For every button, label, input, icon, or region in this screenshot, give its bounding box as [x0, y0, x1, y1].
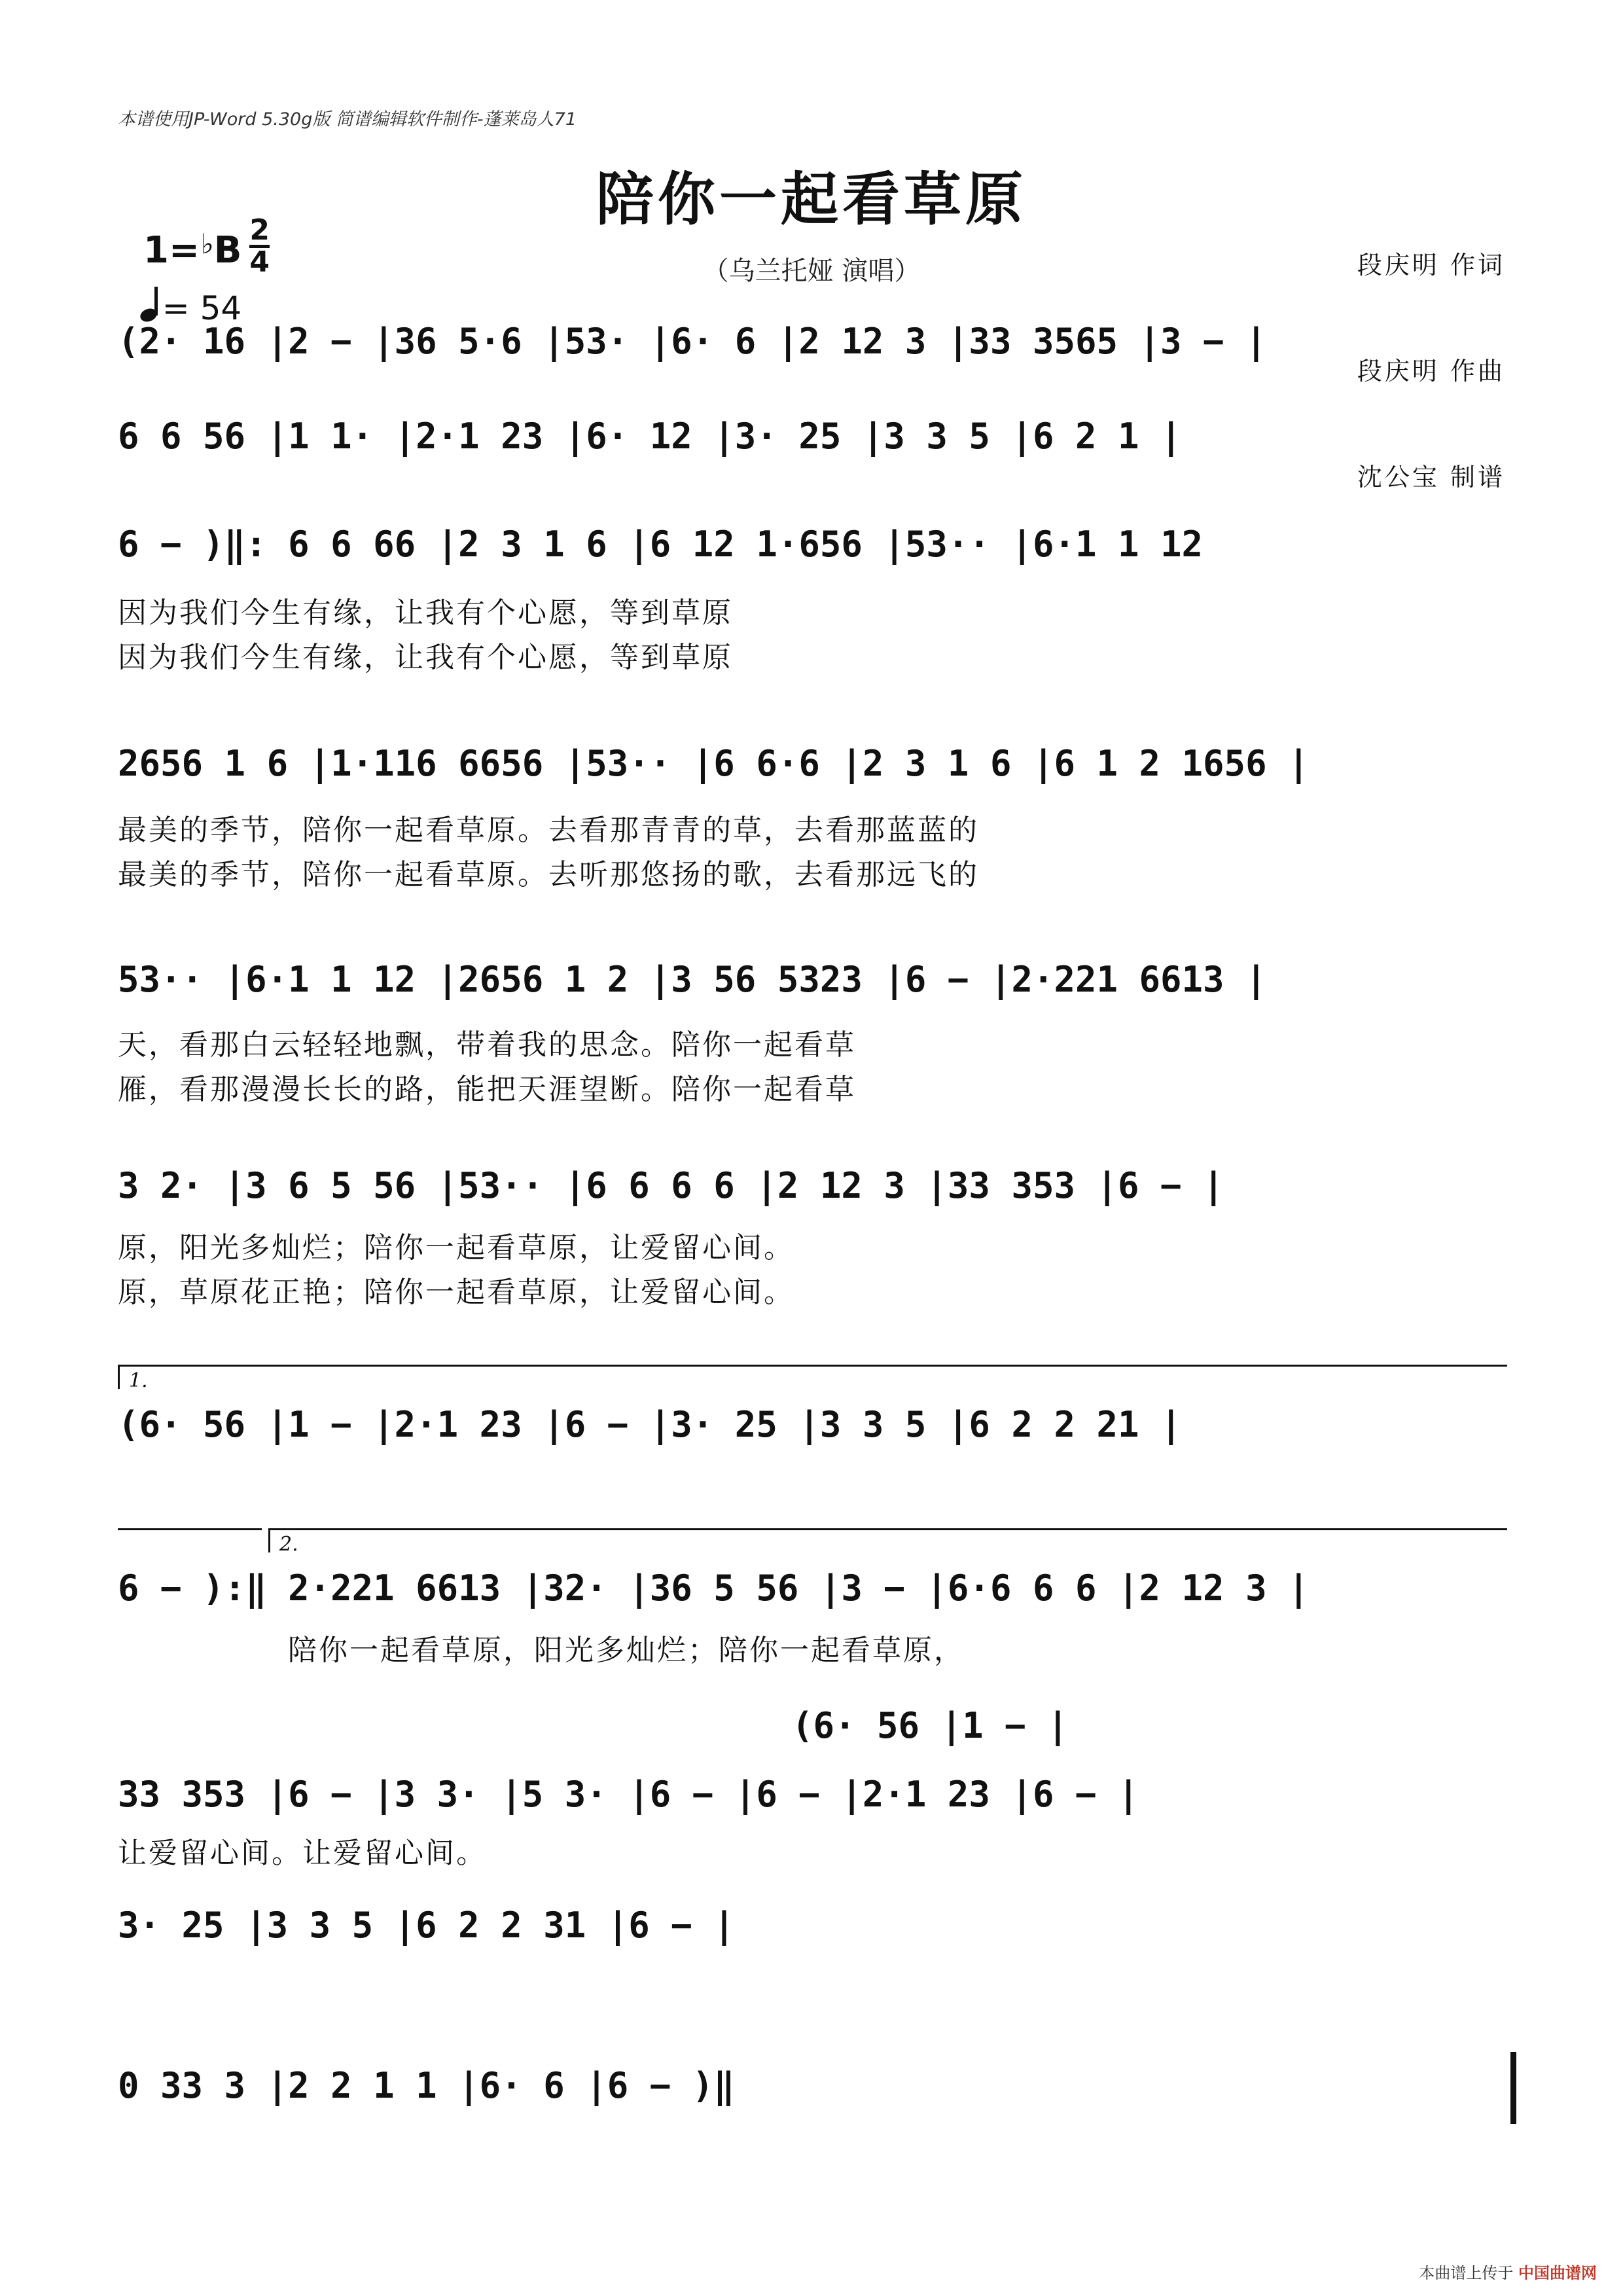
time-bottom: 4 — [249, 245, 270, 279]
upload-text: 本曲谱上传于 — [1419, 2264, 1514, 2282]
composer: 段庆明 作曲 — [1357, 357, 1505, 386]
arranger: 沈公宝 制谱 — [1357, 463, 1505, 492]
key-prefix: 1= — [143, 229, 200, 272]
volta-bracket-1 — [118, 1365, 1507, 1392]
quarter-note-icon — [139, 287, 162, 323]
volta-bracket-2 — [268, 1528, 1507, 1556]
ossia-staff: (6· 56 |1 − | — [792, 1705, 1069, 1746]
staff-line: 3 2· |3 6 5 56 |53·· |6 6 6 6 |2 12 3 |33 353 |6 − | — [118, 1165, 1224, 1206]
staff-line: (6· 56 |1 − |2·1 23 |6 − |3· 25 |3 3 5 |6 2 2 21 | — [118, 1404, 1182, 1445]
key-note: B — [213, 229, 242, 272]
staff-line: 0 33 3 |2 2 1 1 |6· 6 |6 − )‖ — [118, 2065, 735, 2106]
lyric-line: 原，草原花正艳；陪你一起看草原，让爱留心间。 — [118, 1276, 794, 1309]
lyricist: 段庆明 作词 — [1357, 251, 1505, 279]
lyric-line: 陪你一起看草原，阳光多灿烂；陪你一起看草原， — [288, 1634, 965, 1667]
time-top: 2 — [249, 213, 270, 247]
staff-line: 53·· |6·1 1 12 |2656 1 2 |3 56 5323 |6 − |2·221 6613 | — [118, 959, 1267, 1000]
volta-label-1: 1. — [129, 1369, 148, 1392]
volta-label-2: 2. — [279, 1533, 298, 1556]
staff-line: 6 − ):‖ 2·221 6613 |32· |36 5 56 |3 − |6·6 6 6 |2 12 3 | — [118, 1568, 1310, 1609]
upload-note — [1419, 2260, 1597, 2283]
staff-line: 6 6 56 |1 1· |2·1 23 |6· 12 |3· 25 |3 3 5 |6 2 1 | — [118, 416, 1182, 457]
volta-rule — [118, 1528, 262, 1530]
lyric-line: 天，看那白云轻轻地飘，带着我的思念。陪你一起看草 — [118, 1028, 856, 1062]
lyric-line: 原，阳光多灿烂；陪你一起看草原，让爱留心间。 — [118, 1231, 794, 1265]
site-logo: 中国曲谱网 — [1518, 2264, 1597, 2282]
lyric-line: 因为我们今生有缘，让我有个心愿，等到草原 — [118, 596, 733, 630]
staff-line: 33 353 |6 − |3 3· |5 3· |6 − |6 − |2·1 23 |6 − | — [118, 1774, 1139, 1815]
lyric-line: 雁，看那漫漫长长的路，能把天涯望断。陪你一起看草 — [118, 1073, 856, 1106]
staff-line: 6 − )‖: 6 6 66 |2 3 1 6 |6 12 1·656 |53·· |6·1 1 12 — [118, 524, 1204, 565]
staff-line: 2656 1 6 |1·116 6656 |53·· |6 6·6 |2 3 1 6 |6 1 2 1656 | — [118, 743, 1310, 784]
lyric-line: 最美的季节，陪你一起看草原。去看那青青的草，去看那蓝蓝的 — [118, 814, 979, 847]
final-barline — [1510, 2052, 1516, 2124]
performer: （乌兰托娅 演唱） — [702, 256, 921, 286]
staff-line: (2· 16 |2 − |36 5·6 |53· |6· 6 |2 12 3 |33 3565 |3 − | — [118, 321, 1267, 362]
flat-sign: ♭ — [200, 228, 214, 260]
song-title: 陪你一起看草原 — [596, 165, 1027, 233]
software-note: 本谱使用JP-Word 5.30g版 简谱编辑软件制作-蓬莱岛人71 — [118, 109, 577, 130]
staff-line: 3· 25 |3 3 5 |6 2 2 31 |6 − | — [118, 1905, 735, 1946]
lyric-line: 最美的季节，陪你一起看草原。去听那悠扬的歌，去看那远飞的 — [118, 858, 979, 891]
lyric-line: 让爱留心间。让爱留心间。 — [118, 1837, 487, 1870]
lyric-line: 因为我们今生有缘，让我有个心愿，等到草原 — [118, 641, 733, 674]
tempo-value: = 54 — [162, 289, 242, 327]
